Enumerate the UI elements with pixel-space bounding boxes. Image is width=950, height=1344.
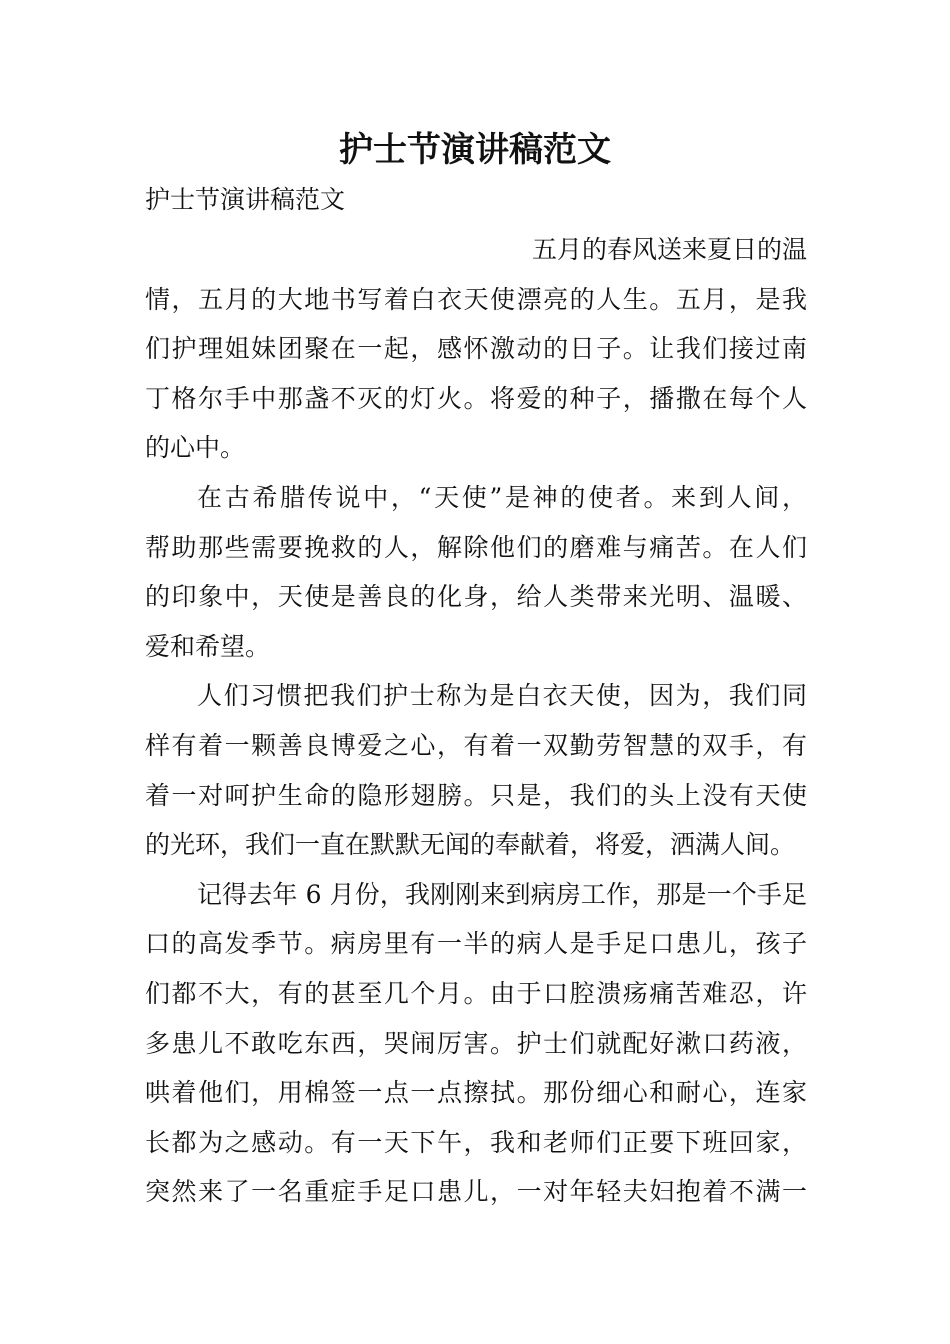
document-subtitle: 护士节演讲稿范文 bbox=[145, 185, 346, 214]
text-line: 记得去年 6 月份，我刚刚来到病房工作，那是一个手足 bbox=[197, 879, 807, 909]
document-title: 护士节演讲稿范文 bbox=[339, 130, 611, 170]
text-line: 们都不大，有的甚至几个月。由于口腔溃疡痛苦难忍，许 bbox=[145, 978, 807, 1008]
text-line: 帮助那些需要挽救的人，解除他们的磨难与痛苦。在人们 bbox=[145, 532, 807, 562]
text-line: 情，五月的大地书写着白衣天使漂亮的人生。五月，是我 bbox=[145, 284, 807, 314]
text-line: 着一对呵护生命的隐形翅膀。只是，我们的头上没有天使 bbox=[145, 780, 807, 810]
text-line: 口的高发季节。病房里有一半的病人是手足口患儿，孩子 bbox=[145, 929, 807, 959]
text-line: 多患儿不敢吃东西，哭闹厉害。护士们就配好漱口药液， bbox=[145, 1028, 807, 1058]
text-line: 的印象中，天使是善良的化身，给人类带来光明、温暖、 bbox=[145, 582, 807, 612]
text-line: 爱和希望。 bbox=[145, 631, 271, 661]
text-line: 的心中。 bbox=[145, 433, 246, 463]
text-line: 人们习惯把我们护士称为是白衣天使，因为，我们同 bbox=[197, 681, 807, 711]
document-body bbox=[145, 232, 807, 1224]
text-line: 的光环，我们一直在默默无闻的奉献着，将爱，洒满人间。 bbox=[145, 830, 796, 860]
text-line: 丁格尔手中那盏不灭的灯火。将爱的种子，播撒在每个人 bbox=[145, 383, 807, 413]
text-line: 们护理姐妹团聚在一起，感怀激动的日子。让我们接过南 bbox=[145, 334, 807, 364]
text-line: 哄着他们，用棉签一点一点擦拭。那份细心和耐心，连家 bbox=[145, 1078, 807, 1108]
text-line: 样有着一颗善良博爱之心，有着一双勤劳智慧的双手，有 bbox=[145, 730, 807, 760]
text-line: 五月的春风送来夏日的温 bbox=[531, 235, 807, 264]
text-line: 突然来了一名重症手足口患儿，一对年轻夫妇抱着不满一 bbox=[145, 1177, 807, 1207]
text-line: 在古希腊传说中，“天使”是神的使者。来到人间， bbox=[197, 482, 807, 512]
text-line: 长都为之感动。有一天下午，我和老师们正要下班回家， bbox=[145, 1127, 807, 1157]
